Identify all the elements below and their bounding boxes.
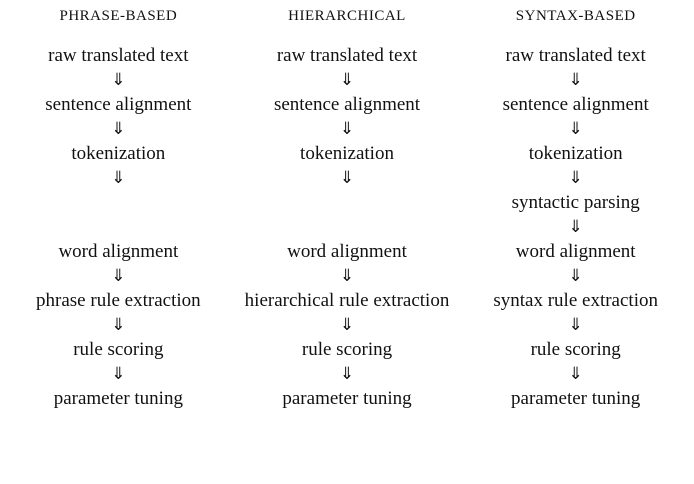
- column-title-syntax-based: SYNTAX-BASED: [515, 8, 636, 24]
- pipeline-step: tokenization: [71, 143, 166, 164]
- pipeline-step: rule scoring: [73, 339, 164, 360]
- pipeline-step: hierarchical rule extraction: [244, 290, 450, 311]
- down-arrow-icon: ⇓: [339, 315, 355, 334]
- pipeline-step: word alignment: [58, 241, 179, 262]
- down-arrow-icon: ⇓: [568, 266, 583, 285]
- down-arrow-icon: ⇓: [568, 70, 583, 89]
- pipeline-step: tokenization: [300, 143, 394, 164]
- down-arrow-icon: ⇓: [339, 119, 355, 138]
- down-arrow-icon: ⇓: [339, 168, 355, 187]
- down-arrow-icon: ⇓: [111, 266, 126, 285]
- pipeline-step: sentence alignment: [273, 94, 421, 115]
- pipeline-step: rule scoring: [530, 339, 621, 360]
- pipeline-step: raw translated text: [276, 45, 418, 66]
- pipeline-column-syntax-based: [461, 8, 690, 410]
- pipeline-step: phrase rule extraction: [36, 290, 201, 311]
- pipeline-step: sentence alignment: [502, 94, 649, 115]
- down-arrow-icon: ⇓: [568, 217, 583, 236]
- down-arrow-icon: ⇓: [339, 70, 355, 89]
- pipeline-step: word alignment: [515, 241, 636, 262]
- pipeline-step: syntax rule extraction: [493, 290, 658, 311]
- pipeline-step: rule scoring: [301, 339, 393, 360]
- column-title-hierarchical: HIERARCHICAL: [288, 8, 406, 24]
- pipeline-step: syntactic parsing: [511, 192, 640, 213]
- pipeline-column-phrase-based: [4, 8, 233, 410]
- down-arrow-icon: ⇓: [568, 315, 583, 334]
- pipeline-step: parameter tuning: [282, 388, 412, 409]
- pipeline-step: sentence alignment: [45, 94, 192, 115]
- down-arrow-icon: ⇓: [111, 364, 126, 383]
- down-arrow-icon: ⇓: [339, 364, 355, 383]
- down-arrow-icon: ⇓: [568, 168, 583, 187]
- pipeline-step: raw translated text: [48, 45, 189, 66]
- down-arrow-icon: ⇓: [111, 315, 126, 334]
- pipeline-step: word alignment: [287, 241, 407, 262]
- column-title-phrase-based: PHRASE-BASED: [59, 8, 178, 24]
- down-arrow-icon: ⇓: [111, 70, 126, 89]
- pipeline-column-hierarchical: [233, 8, 462, 410]
- down-arrow-icon: ⇓: [568, 119, 583, 138]
- down-arrow-icon: ⇓: [568, 364, 583, 383]
- down-arrow-icon: ⇓: [111, 168, 126, 187]
- pipeline-step: tokenization: [528, 143, 623, 164]
- down-arrow-icon: ⇓: [339, 266, 355, 285]
- pipeline-step: raw translated text: [505, 45, 646, 66]
- down-arrow-icon: ⇓: [111, 119, 126, 138]
- pipeline-step: parameter tuning: [511, 388, 641, 409]
- pipeline-step: parameter tuning: [53, 388, 183, 409]
